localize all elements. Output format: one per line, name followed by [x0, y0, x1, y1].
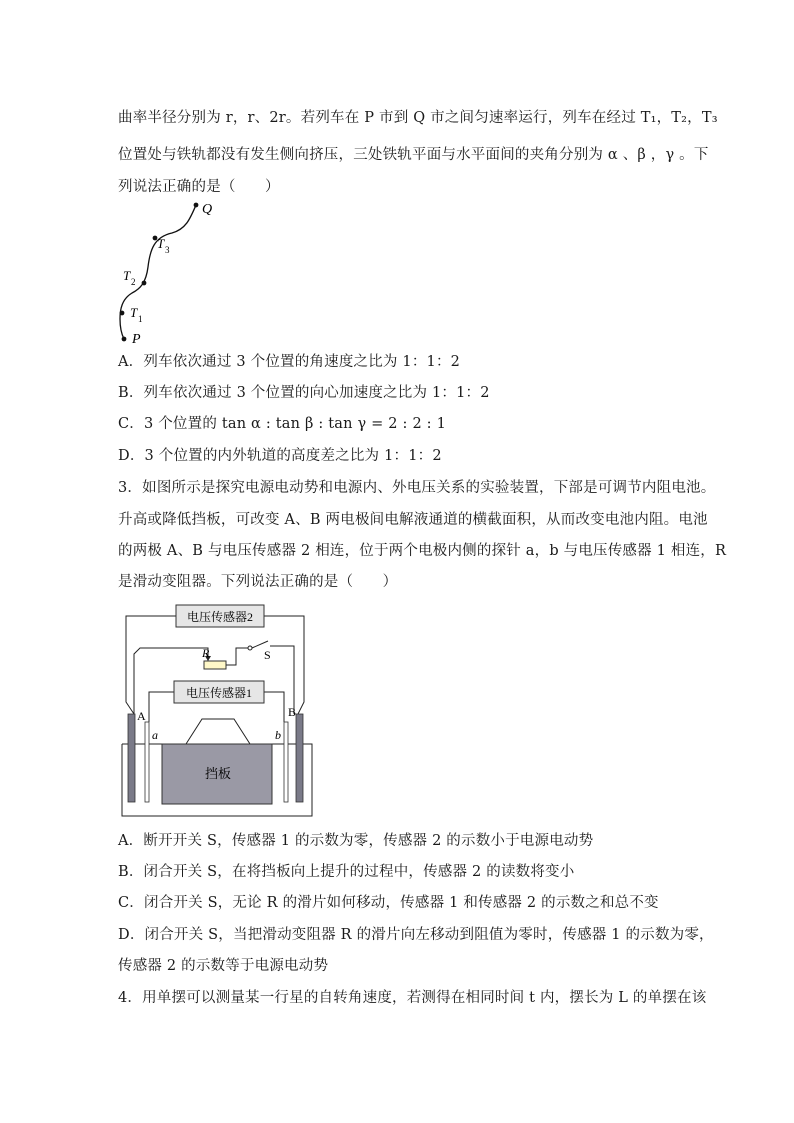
point-p-dot — [122, 337, 127, 342]
label-t3-sub: 3 — [165, 245, 170, 255]
track-diagram — [110, 195, 230, 347]
baffle-label: 挡板 — [204, 766, 232, 781]
point-t2-dot — [142, 281, 147, 286]
switch-s-lever — [252, 641, 268, 648]
q2-option-c: C．3 个位置的 tan α : tan β : tan γ = 2 : 2 : 1 — [118, 416, 446, 432]
point-t1-dot — [120, 311, 125, 316]
q2-option-b: B．列车依次通过 3 个位置的向心加速度之比为 1：1：2 — [118, 385, 490, 401]
switch-s-contact — [248, 646, 252, 650]
q3-option-a: A．断开开关 S，传感器 1 的示数为零，传感器 2 的示数小于电源电动势 — [118, 833, 594, 849]
electrode-a — [128, 714, 135, 802]
q2-option-a: A．列车依次通过 3 个位置的角速度之比为 1：1：2 — [118, 354, 461, 370]
point-q-dot — [194, 203, 199, 208]
electrode-b — [296, 714, 303, 802]
label-t1-sub: 1 — [138, 314, 143, 324]
probe-b — [284, 722, 288, 802]
voltage-sensor-1-label: 电压传感器1 — [185, 686, 253, 700]
q3-text-line-2: 升高或降低挡板，可改变 A、B 两电极间电解液通道的横截面积，从而改变电池内阻。电池 — [118, 512, 708, 528]
q2-text-line-3: 列说法正确的是（ ） — [118, 179, 280, 195]
label-t3: T — [157, 236, 165, 251]
rheostat-r — [204, 661, 226, 669]
q3-text-line-1: 3．如图所示是探究电源电动势和电源内、外电压关系的实验装置，下部是可调节内阻电池。 — [118, 480, 716, 496]
label-electrode-b: B — [288, 705, 297, 719]
label-r: R — [202, 646, 210, 660]
probe-a — [145, 722, 149, 802]
label-probe-b: b — [275, 728, 281, 742]
q3-text-line-4: 是滑动变阻器。下列说法正确的是（ ） — [118, 574, 398, 590]
q3-option-d: D．闭合开关 S，当把滑动变阻器 R 的滑片向左移动到阻值为零时，传感器 1 的示数为零， — [118, 927, 714, 943]
q2-text-line-2: 位置处与铁轨都没有发生侧向挤压，三处铁轨平面与水平面间的夹角分别为 α 、β ，γ 。下 — [118, 147, 709, 163]
label-t1: T — [130, 305, 138, 320]
battery-apparatus-diagram — [118, 602, 318, 820]
label-electrode-a: A — [137, 709, 146, 723]
q4-text-line-1: 4．用单摆可以测量某一行星的自转角速度，若测得在相同时间 t 内，摆长为 L 的单摆在该 — [118, 990, 707, 1006]
baffle-top — [186, 719, 250, 744]
label-q: Q — [202, 202, 213, 217]
label-p: P — [132, 332, 141, 347]
label-s: S — [264, 648, 271, 662]
voltage-sensor-2-label: 电压传感器2 — [186, 610, 254, 624]
q3-text-line-3: 的两极 A、B 与电压传感器 2 相连，位于两个电极内侧的探针 a，b 与电压传感器 1 相连，R — [118, 543, 727, 559]
q3-option-d-continued: 传感器 2 的示数等于电源电动势 — [118, 958, 329, 974]
label-probe-a: a — [152, 728, 158, 742]
label-t2-sub: 2 — [131, 277, 136, 287]
q3-option-c: C．闭合开关 S，无论 R 的滑片如何移动，传感器 1 和传感器 2 的示数之和总不变 — [118, 895, 659, 911]
q2-option-d: D．3 个位置的内外轨道的高度差之比为 1：1：2 — [118, 448, 442, 464]
label-t2: T — [123, 268, 131, 283]
q2-text-line-1: 曲率半径分别为 r，r、2r。若列车在 P 市到 Q 市之间匀速率运行，列车在经过 T₁，T₂，T₃ — [118, 110, 718, 126]
q3-option-b: B．闭合开关 S，在将挡板向上提升的过程中，传感器 2 的读数将变小 — [118, 864, 575, 880]
